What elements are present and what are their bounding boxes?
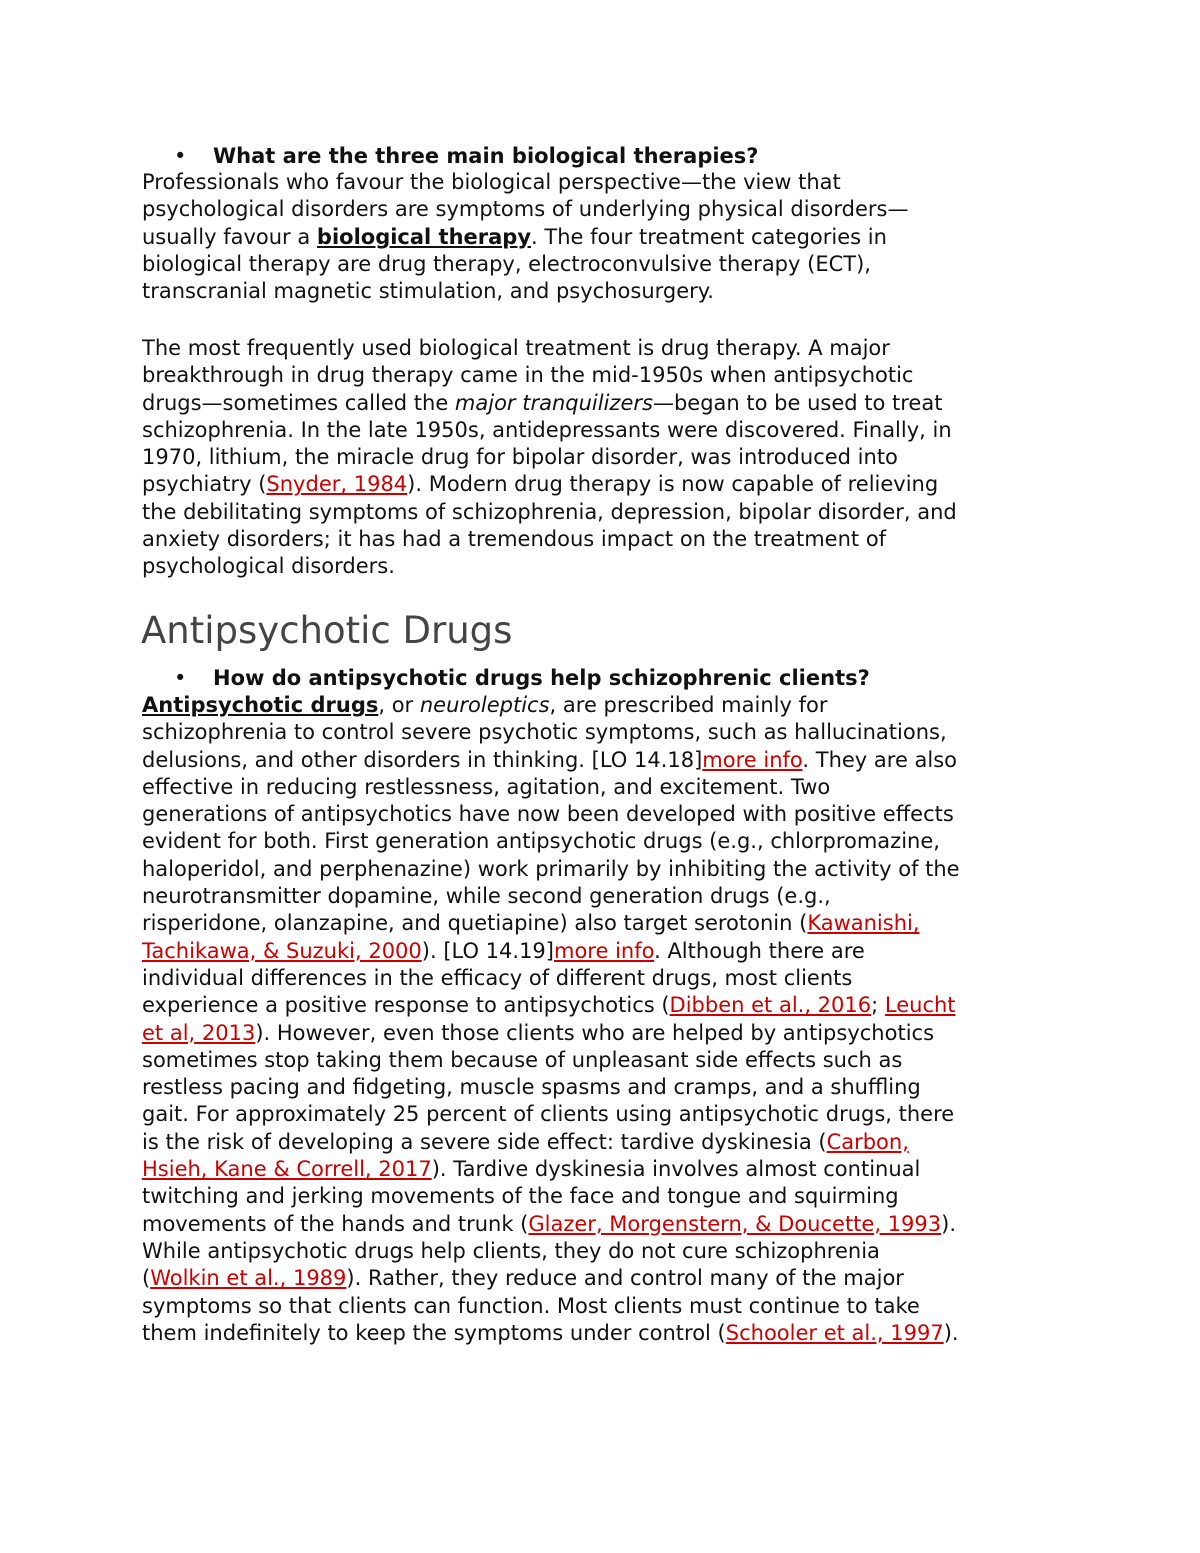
text-line: breakthrough in drug therapy came in the mid-1950s when antipsychotic xyxy=(142,363,914,388)
text-line: biological therapy are drug therapy, electroconvulsive therapy (ECT), xyxy=(142,251,871,276)
text-line: schizophrenia. In the late 1950s, antidepressants were discovered. Finally, in xyxy=(142,417,952,442)
section-heading: Antipsychotic Drugs xyxy=(141,609,513,652)
text-line: (Wolkin et al., 1989). Rather, they reduce and control many of the major xyxy=(142,1266,904,1291)
key-term-biological-therapy[interactable]: biological therapy xyxy=(316,224,532,249)
text-line: delusions, and other disorders in thinking. [LO 14.18]more info. They are also xyxy=(142,747,958,772)
text-line: sometimes stop taking them because of unpleasant side effects such as xyxy=(142,1047,903,1072)
citation-link[interactable]: Dibben et al., 2016 xyxy=(669,993,872,1018)
text-line: is the risk of developing a severe side effect: tardive dyskinesia (Carbon, xyxy=(142,1129,909,1154)
bullet-icon: • xyxy=(174,144,187,168)
more-info-link[interactable]: more info xyxy=(554,938,655,963)
text-line: experience a positive response to antipsychotics (Dibben et al., 2016; Leucht xyxy=(142,993,956,1018)
citation-link[interactable]: Tachikawa, & Suzuki, 2000 xyxy=(142,938,422,963)
text-line: evident for both. First generation antipsychotic drugs (e.g., chlorpromazine, xyxy=(142,829,940,854)
text-line: et al, 2013). However, even those clients who are helped by antipsychotics xyxy=(142,1020,935,1045)
citation-link[interactable]: Leucht xyxy=(884,993,956,1018)
text-line: usually favour a biological therapy. The four treatment categories in xyxy=(142,224,887,249)
text-line: psychiatry (Snyder, 1984). Modern drug therapy is now capable of relieving xyxy=(142,472,939,497)
citation-link[interactable]: et al, 2013 xyxy=(142,1020,256,1045)
text-line: psychological disorders are symptoms of underlying physical disorders— xyxy=(142,197,909,222)
text-line: neurotransmitter dopamine, while second generation drugs (e.g., xyxy=(142,884,831,909)
bullet-icon: • xyxy=(174,666,187,690)
citation-link[interactable]: Schooler et al., 1997 xyxy=(725,1320,944,1345)
paragraph-antipsychotic-drugs xyxy=(142,692,1087,1347)
citation-link[interactable]: Carbon, xyxy=(826,1129,909,1154)
question-text: What are the three main biological therapies? xyxy=(213,144,759,168)
text-line: generations of antipsychotics have now been developed with positive effects xyxy=(142,802,954,827)
citation-link[interactable]: Glazer, Morgenstern, & Doucette, 1993 xyxy=(528,1211,942,1236)
text-line: the debilitating symptoms of schizophrenia, depression, bipolar disorder, and xyxy=(142,499,957,524)
more-info-link[interactable]: more info xyxy=(702,747,803,772)
key-term-antipsychotic-drugs[interactable]: Antipsychotic drugs xyxy=(142,693,379,717)
text-line: movements of the hands and trunk (Glazer, Morgenstern, & Doucette, 1993). xyxy=(142,1211,957,1236)
paragraph-drug-therapy xyxy=(142,335,1087,581)
question-text: How do antipsychotic drugs help schizophrenic clients? xyxy=(213,666,870,690)
text-line: The most frequently used biological treatment is drug therapy. A major xyxy=(142,336,890,360)
text-line: While antipsychotic drugs help clients, they do not cure schizophrenia xyxy=(142,1238,880,1263)
text-line: schizophrenia to control severe psychotic symptoms, such as hallucinations, xyxy=(142,720,947,745)
text-line: Hsieh, Kane & Correll, 2017). Tardive dyskinesia involves almost continual xyxy=(142,1157,921,1182)
text-line: them indefinitely to keep the symptoms under control (Schooler et al., 1997). xyxy=(142,1320,959,1345)
text-line: restless pacing and fidgeting, muscle spasms and cramps, and a shuffling xyxy=(142,1075,921,1100)
text-line: individual differences in the efficacy of different drugs, most clients xyxy=(142,965,853,990)
text-line: risperidone, olanzapine, and quetiapine) also target serotonin (Kawanishi, xyxy=(142,911,920,936)
citation-link[interactable]: Hsieh, Kane & Correll, 2017 xyxy=(142,1157,432,1182)
citation-link[interactable]: Kawanishi, xyxy=(807,911,920,936)
text-line: 1970, lithium, the miracle drug for bipolar disorder, was introduced into xyxy=(142,445,898,470)
text-line: symptoms so that clients can function. Most clients must continue to take xyxy=(142,1293,920,1318)
text-line: Antipsychotic drugs, or neuroleptics, are prescribed mainly for xyxy=(142,693,828,717)
text-line: twitching and jerking movements of the face and tongue and squirming xyxy=(142,1184,899,1209)
text-line: haloperidol, and perphenazine) work primarily by inhibiting the activity of the xyxy=(142,856,960,881)
text-line: Professionals who favour the biological perspective—the view that xyxy=(142,170,841,194)
text-line: gait. For approximately 25 percent of clients using antipsychotic drugs, there xyxy=(142,1102,955,1127)
paragraph-biological-therapy xyxy=(142,169,1087,305)
text-line: drugs—sometimes called the major tranquilizers—began to be used to treat xyxy=(142,390,943,415)
citation-link[interactable]: Snyder, 1984 xyxy=(266,472,408,497)
text-line: Tachikawa, & Suzuki, 2000). [LO 14.19]more info. Although there are xyxy=(142,938,865,963)
citation-link[interactable]: Wolkin et al., 1989 xyxy=(150,1266,347,1291)
text-line: anxiety disorders; it has had a tremendous impact on the treatment of xyxy=(142,527,887,552)
text-line: transcranial magnetic stimulation, and psychosurgery. xyxy=(142,279,714,304)
text-line: psychological disorders. xyxy=(142,554,395,579)
text-line: effective in reducing restlessness, agitation, and excitement. Two xyxy=(142,774,831,799)
